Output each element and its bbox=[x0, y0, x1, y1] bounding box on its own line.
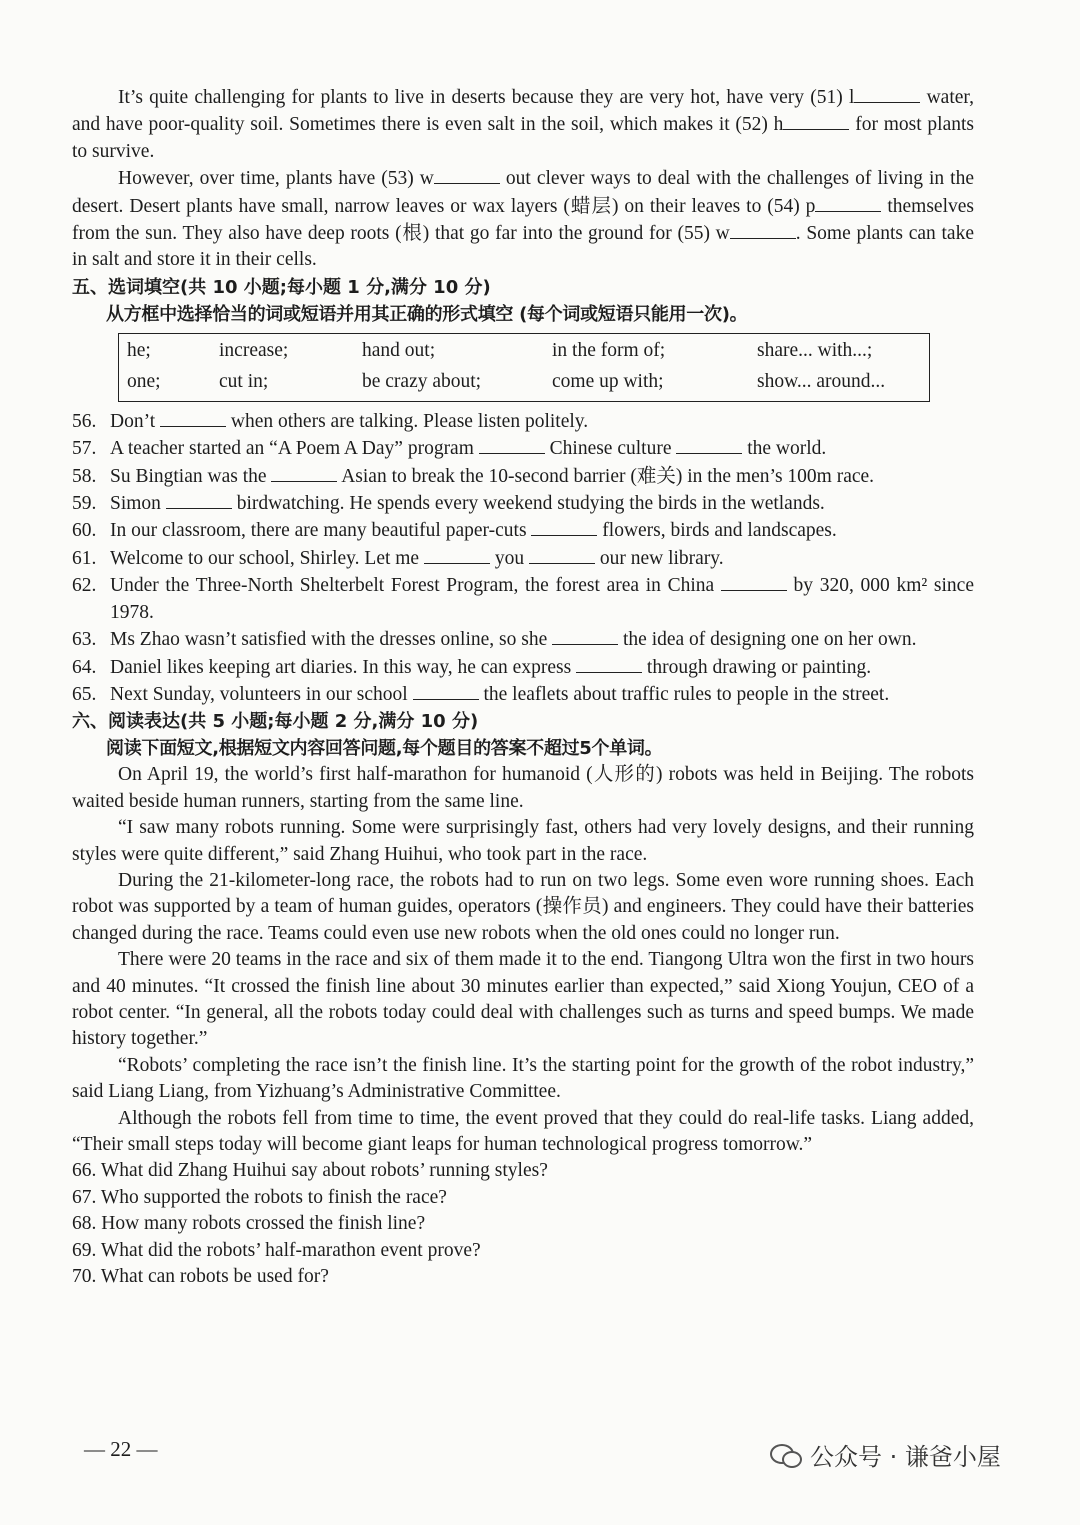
word-option: increase; bbox=[219, 340, 289, 362]
answer-blank-63[interactable] bbox=[552, 626, 618, 645]
answer-blank-64[interactable] bbox=[576, 654, 642, 673]
question-60: 60. In our classroom, there are many beautiful paper-cuts flowers, birds and landscapes. bbox=[72, 517, 974, 544]
word-option: be crazy about; bbox=[362, 371, 482, 393]
answer-blank-56[interactable] bbox=[160, 408, 226, 427]
question-56: 56. Don’t when others are talking. Please listen politely. bbox=[72, 408, 974, 435]
word-option: come up with; bbox=[552, 371, 664, 393]
answer-blank-53[interactable] bbox=[434, 165, 500, 184]
reading-paragraph: “Robots’ completing the race isn’t the finish line. It’s the starting point for the growth of the robot industry,” said Liang Liang, from Yizhuang’s Administrative Committee. bbox=[72, 1054, 974, 1103]
question-64: 64. Daniel likes keeping art diaries. In this way, he can express through drawing or painting. bbox=[72, 654, 974, 681]
question-58: 58. Su Bingtian was the Asian to break the 10-second barrier (难关) in the men’s 100m race. bbox=[72, 463, 974, 490]
answer-blank-62[interactable] bbox=[721, 572, 787, 591]
question-65: 65. Next Sunday, volunteers in our school the leaflets about traffic rules to people in the street. bbox=[72, 681, 974, 708]
question-57: 57. A teacher started an “A Poem A Day” program Chinese culture the world. bbox=[72, 435, 974, 462]
watermark bbox=[770, 1437, 1001, 1472]
passage-paragraph-1: It’s quite challenging for plants to live in deserts because they are very hot, have very (51) l water, and have poor-quality soil. Sometimes there is even salt in the soil, which makes it (52) h for most plants to survive. bbox=[72, 84, 974, 165]
answer-blank-54[interactable] bbox=[815, 193, 881, 212]
section-instruction-6: 阅读下面短文,根据短文内容回答问题,每个题目的答案不超过5个单词。 bbox=[106, 738, 663, 760]
answer-blank-61b[interactable] bbox=[529, 545, 595, 564]
word-option: hand out; bbox=[362, 340, 436, 362]
answer-blank-55[interactable] bbox=[730, 220, 796, 239]
question-68: 68. How many robots crossed the finish line? bbox=[72, 1213, 426, 1235]
word-option: one; bbox=[127, 371, 161, 393]
reading-paragraph: Although the robots fell from time to time, the event proved that they could do real-life tasks. Liang added, “Their small steps today will become giant leaps for human technological progress tomorrow.” bbox=[72, 1107, 974, 1155]
reading-paragraph: On April 19, the world’s first half-marathon for humanoid (人形的) robots was held in Beijing. The robots waited beside human runners, starting from the same line. bbox=[72, 764, 974, 812]
reading-paragraph: There were 20 teams in the race and six of them made it to the end. Tiangong Ultra won the first in two hours and 40 minutes. “It crossed the finish line about 30 minutes earlier than expected,” said Xiong Youjun, CEO of a robot center. “In general, all the robots today could deal with challenges such as turns and speed bumps. We made history together.” bbox=[72, 949, 974, 1050]
reading-paragraph: “I saw many robots running. Some were surprisingly fast, others had very lovely designs, and their running styles were quite different,” said Zhang Huihui, who took part in the race. bbox=[72, 817, 974, 865]
section-heading-5: 五、选词填空(共 10 小题;每小题 1 分,满分 10 分) bbox=[72, 276, 491, 298]
section-instruction-5: 从方框中选择恰当的词或短语并用其正确的形式填空 (每个词或短语只能用一次)。 bbox=[106, 303, 748, 325]
wechat-icon bbox=[770, 1442, 802, 1468]
passage-paragraph-2: However, over time, plants have (53) w out clever ways to deal with the challenges of living in the desert. Desert plants have small, narrow leaves or wax layers (蜡层) on their leaves to (54) p themselves from the sun. They also have deep roots (根) that go far into the ground for (55) w . Some plants can take in salt and store it in their cells. bbox=[72, 165, 974, 274]
question-63: 63. Ms Zhao wasn’t satisfied with the dresses online, so she the idea of designing one on her own. bbox=[72, 626, 974, 653]
answer-blank-51[interactable] bbox=[854, 84, 920, 103]
word-box bbox=[118, 333, 930, 402]
word-option: he; bbox=[127, 340, 151, 362]
watermark-text: 公众号 · 谦爸小屋 bbox=[810, 1443, 1001, 1471]
answer-blank-58[interactable] bbox=[271, 463, 337, 482]
answer-blank-57b[interactable] bbox=[676, 435, 742, 454]
exam-page bbox=[72, 84, 974, 1290]
question-66: 66. What did Zhang Huihui say about robots’ running styles? bbox=[72, 1160, 548, 1182]
answer-blank-57a[interactable] bbox=[479, 435, 545, 454]
word-option: share... with...; bbox=[757, 340, 873, 362]
word-option: show... around... bbox=[757, 371, 886, 393]
question-69: 69. What did the robots’ half-marathon event prove? bbox=[72, 1239, 481, 1261]
word-box-row bbox=[119, 367, 929, 398]
answer-blank-65[interactable] bbox=[413, 681, 479, 700]
question-59: 59. Simon birdwatching. He spends every weekend studying the birds in the wetlands. bbox=[72, 490, 974, 517]
question-70: 70. What can robots be used for? bbox=[72, 1266, 329, 1288]
page-number: — 22 — bbox=[84, 1437, 158, 1461]
section-heading-6: 六、阅读表达(共 5 小题;每小题 2 分,满分 10 分) bbox=[72, 711, 479, 733]
answer-blank-52[interactable] bbox=[783, 111, 849, 130]
answer-blank-60[interactable] bbox=[531, 517, 597, 536]
word-option: cut in; bbox=[219, 371, 269, 393]
question-62: 62. Under the Three-North Shelterbelt Forest Program, the forest area in China by 320, 000 km² since 1978. bbox=[72, 572, 974, 626]
reading-paragraph: During the 21-kilometer-long race, the robots had to run on two legs. Some even wore running shoes. Each robot was supported by a team of human guides, operators (操作员) and engineers. They could have their batteries changed during the race. Teams could even use new robots when the old ones could no longer run. bbox=[72, 869, 974, 944]
word-option: in the form of; bbox=[552, 340, 666, 362]
question-61: 61. Welcome to our school, Shirley. Let me you our new library. bbox=[72, 545, 974, 572]
question-67: 67. Who supported the robots to finish the race? bbox=[72, 1186, 447, 1208]
answer-blank-59[interactable] bbox=[166, 490, 232, 509]
word-box-row bbox=[119, 336, 929, 367]
answer-blank-61a[interactable] bbox=[424, 545, 490, 564]
